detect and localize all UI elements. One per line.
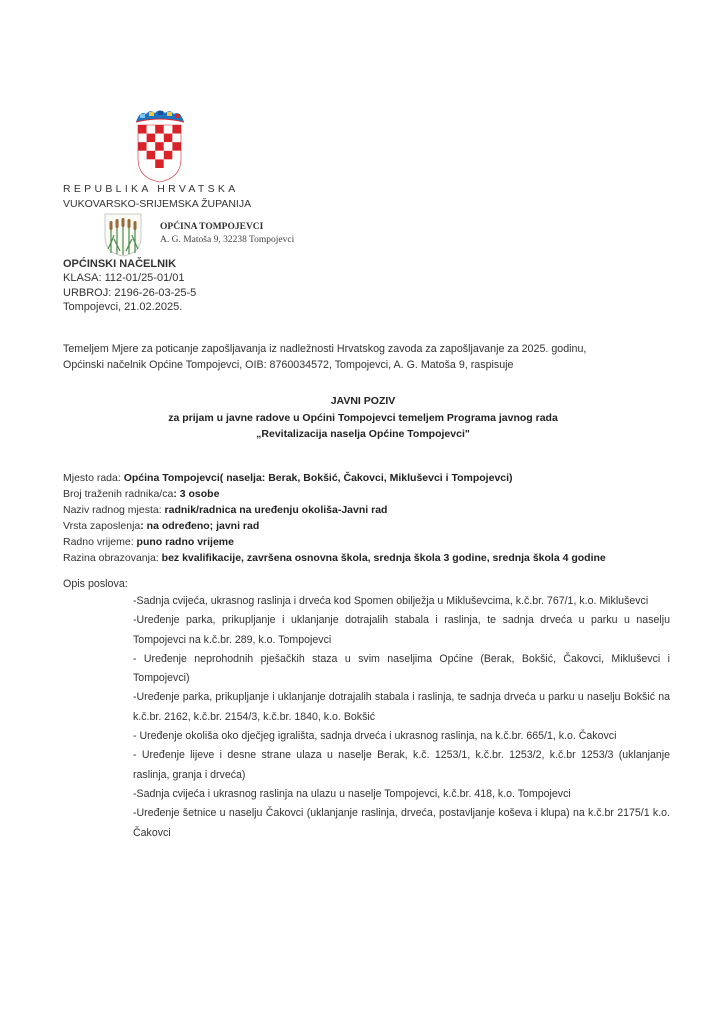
office-name: OPĆINSKI NAČELNIK: [63, 258, 177, 270]
info-value: puno radno vrijeme: [136, 536, 234, 548]
checker-square: [164, 159, 173, 168]
task-item: -Sadnja cvijeća, ukrasnog raslinja i drveća kod Spomen obilježja u Mikluševcima, k.č.br. 767/1, k.o. Mikluševci: [133, 595, 649, 607]
info-value: : na određeno; javni rad: [140, 520, 260, 532]
municipality-address: A. G. Matoša 9, 32238 Tompojevci: [160, 235, 295, 245]
task-item: - Uređenje neprohodnih pješačkih staza u svim naseljima Općine (Berak, Bokšić, Čakovci, Mikluševci i Tompojevci): [133, 652, 670, 685]
info-job-title: [63, 502, 673, 518]
info-education-level: [63, 550, 673, 566]
intro-line-1: Temeljem Mjere za poticanje zapošljavanja iz nadležnosti Hrvatskog zavoda za zapošljavanje za 2025. godinu,: [63, 343, 587, 355]
checker-square: [172, 142, 181, 151]
info-label: Razina obrazovanja:: [63, 552, 162, 564]
checker-square: [147, 159, 156, 168]
info-value: Općina Tompojevci( naselja: Berak, Bokšić, Čakovci, Mikluševci i Tompojevci): [123, 472, 513, 484]
task-item: -Uređenje šetnice u naselju Čakovci (uklanjanje raslinja, drveća, postavljanje koševa i klupa) na k.č.br 2175/1 k.o. Čakovci: [133, 807, 670, 839]
info-employment-type: [63, 518, 673, 534]
checker-square: [147, 142, 156, 151]
job-description-label: Opis poslova:: [63, 578, 128, 590]
task-item: -Sadnja cvijeća i ukrasnog raslinja na ulazu u naselje Tompojevci, k.č.br. 418, k.o. Tompojevci: [133, 787, 571, 800]
call-subtitle-2: „Revitalizacija naselja Općine Tompojevci": [256, 428, 470, 440]
info-working-hours: [63, 534, 673, 550]
checker-square: [172, 151, 181, 160]
checker-square: [138, 142, 147, 151]
checker-square: [138, 125, 147, 134]
county-name: VUKOVARSKO-SRIJEMSKA ŽUPANIJA: [63, 198, 252, 210]
klasa-number: KLASA: 112-01/25-01/01: [63, 272, 185, 285]
checker-square: [155, 151, 164, 160]
info-worker-count: [63, 486, 673, 502]
crown: [136, 111, 184, 123]
checker-square: [138, 151, 147, 160]
info-workplace: [63, 470, 673, 486]
info-value: : 3 osobe: [173, 488, 220, 500]
task-item: -Uređenje parka, prikupljanje i uklanjanje dotrajalih stabala i raslinja, te sadnja drveća u parku u naselju Tompojevci na k.č.br. 289, k.o. Tompojevci: [133, 614, 670, 646]
checker-square: [155, 142, 164, 151]
info-label: Naziv radnog mjesta:: [63, 504, 165, 516]
checker-square: [155, 125, 164, 134]
document-header-block: [63, 257, 196, 314]
task-item: -Uređenje parka, prikupljanje i uklanjanje dotrajalih stabala i raslinja, te sadnja drveća u parku u naselju Bokšić na k.č.br. 2162, k.č.br. 2154/3, k.č.br. 1840, k.o. Bokšić: [133, 691, 670, 723]
job-info-list: [63, 470, 673, 566]
checker-square: [164, 125, 173, 134]
country-name: REPUBLIKA HRVATSKA: [63, 183, 239, 195]
place-date: Tompojevci, 21.02.2025.: [63, 300, 183, 313]
call-title: JAVNI POZIV: [330, 395, 396, 407]
checker-square: [147, 134, 156, 143]
info-label: Radno vrijeme:: [63, 536, 137, 548]
info-label: Vrsta zaposlenja: [63, 520, 141, 532]
checkerboard-shield: [138, 125, 181, 182]
task-item: - Uređenje okoliša oko dječjeg igrališta, sadnja drveća i ukrasnog raslinja, na k.č.br. 665/1, k.o. Čakovci: [133, 730, 617, 743]
croatian-coat-of-arms-icon: [134, 108, 186, 184]
checker-square: [164, 142, 173, 151]
call-subtitle-1: za prijam u javne radove u Općini Tompojevci temeljem Programa javnog rada: [168, 411, 558, 424]
municipality-name: OPĆINA TOMPOJEVCI: [160, 222, 264, 232]
checker-square: [147, 125, 156, 134]
info-label: Broj traženih radnika/ca: [63, 488, 174, 500]
call-title-block: [63, 393, 663, 443]
checker-square: [172, 134, 181, 143]
task-item: - Uređenje lijeve i desne strane ulaza u naselje Berak, k.č. 1253/1, k.č.br. 1253/2, k.č.br 1253/3 (uklanjanje raslinja, granja i drveća): [133, 749, 670, 781]
intro-paragraph: [63, 341, 663, 373]
urbroj-number: URBROJ: 2196-26-03-25-5: [63, 286, 197, 299]
tompojevci-coat-of-arms-icon: [104, 213, 142, 257]
checker-square: [164, 134, 173, 143]
checker-square: [155, 159, 164, 168]
intro-line-2: Općinski načelnik Općine Tompojevci, OIB: 8760034572, Tompojevci, A. G. Matoša 9, raspisuje: [63, 359, 514, 371]
job-tasks-list: [133, 592, 670, 843]
checker-square: [164, 151, 173, 160]
info-label: Mjesto rada:: [63, 472, 124, 484]
info-value: radnik/radnica na uređenju okoliša-Javni rad: [164, 504, 388, 516]
checker-square: [172, 125, 181, 134]
info-value: bez kvalifikacije, završena osnovna škola, srednja škola 3 godine, srednja škola 4 godine: [161, 552, 606, 564]
checker-square: [147, 151, 156, 160]
checker-square: [155, 134, 164, 143]
checker-square: [138, 134, 147, 143]
